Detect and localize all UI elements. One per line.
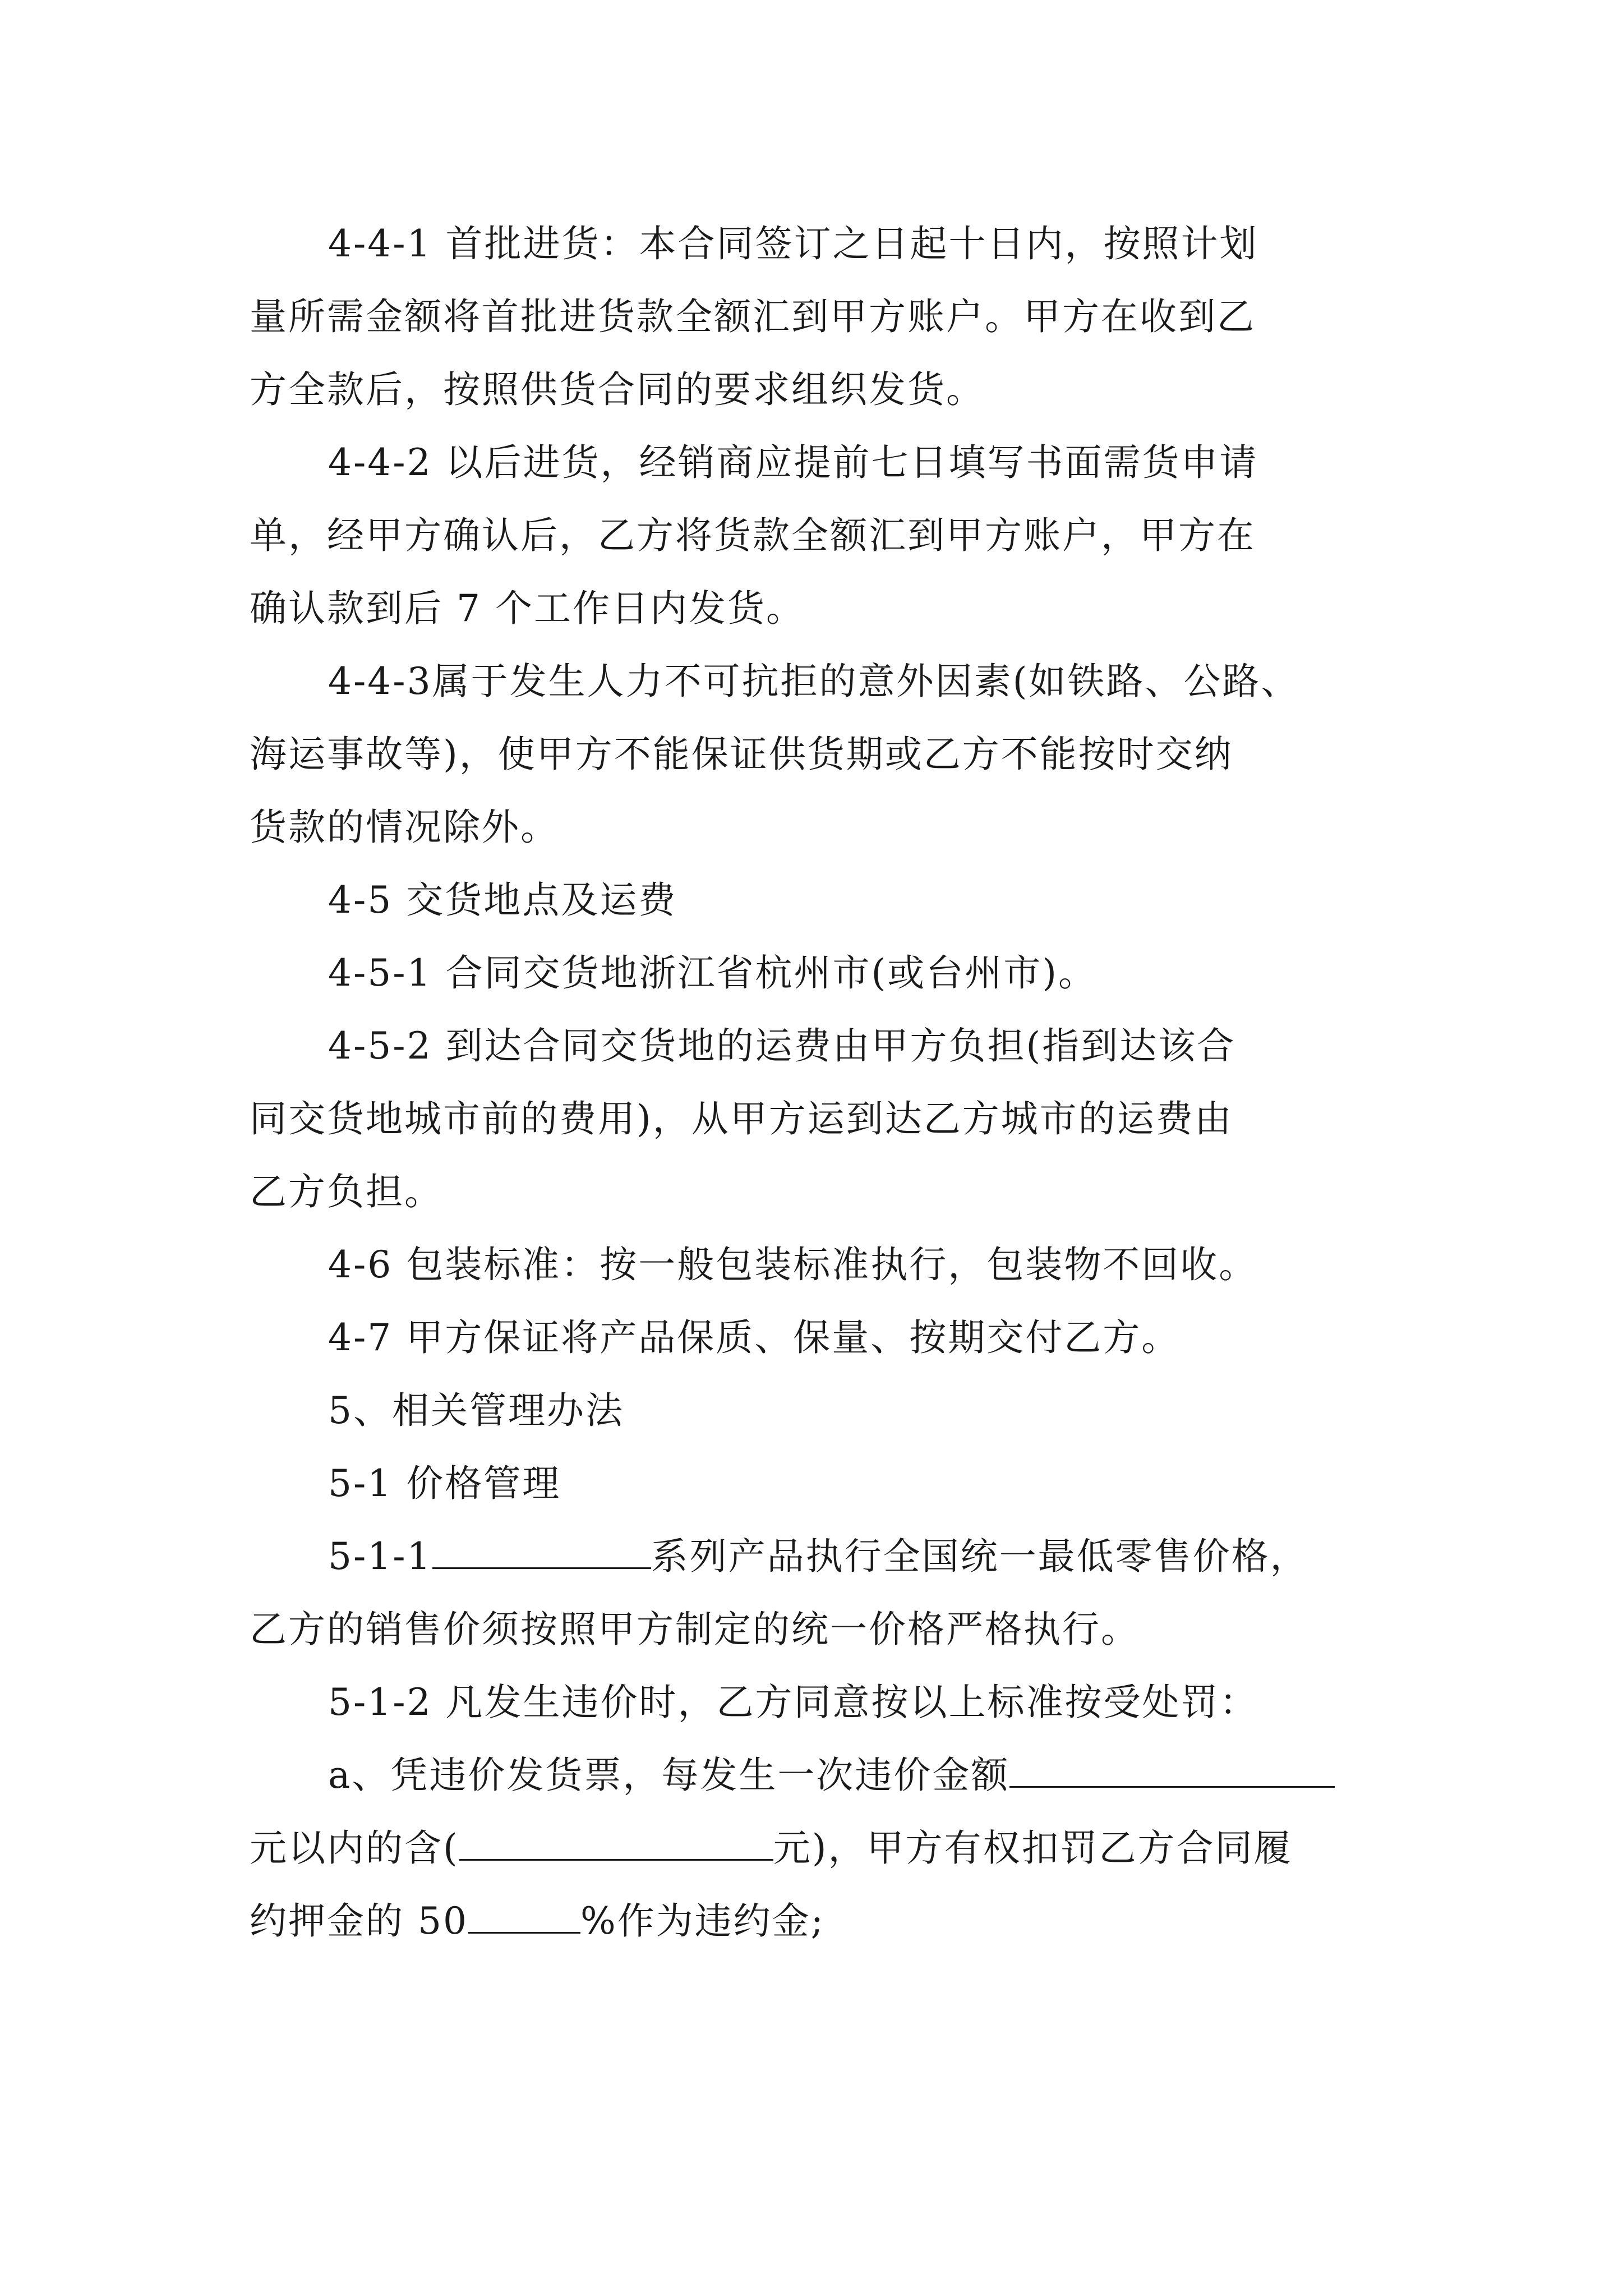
text-line-5-1-1	[328, 1529, 1309, 1585]
clause-text: 系列产品执行全国统一最低零售价格，	[651, 1535, 1309, 1578]
text-line: 量所需金额将首批进货款全额汇到甲方账户。甲方在收到乙	[250, 295, 1256, 338]
clause-text: a、凭违价发货票，每发生一次违价金额	[328, 1754, 1010, 1797]
text-line: 4-4-1 首批进货：本合同签订之日起十日内，按照计划	[328, 222, 1258, 265]
text-line: 确认款到后 7 个工作日内发货。	[250, 587, 805, 630]
section-heading: 5、相关管理办法	[328, 1389, 624, 1432]
text-line-c	[250, 1893, 825, 1949]
text-line: 4-5-2 到达合同交货地的运费由甲方负担(指到达该合	[328, 1024, 1236, 1068]
clause-text: %作为违约金;	[580, 1899, 825, 1943]
text-line: 单，经甲方确认后，乙方将货款全额汇到甲方账户，甲方在	[250, 514, 1256, 557]
blank-field	[432, 1535, 651, 1569]
blank-field	[1009, 1754, 1335, 1788]
text-line: 方全款后，按照供货合同的要求组织发货。	[250, 368, 985, 411]
text-line-a	[328, 1747, 1335, 1803]
text-line: 4-7 甲方保证将产品保质、保量、按期交付乙方。	[328, 1316, 1181, 1359]
text-line: 海运事故等)，使甲方不能保证供货期或乙方不能按时交纳	[250, 733, 1233, 776]
text-line: 4-4-2 以后进货，经销商应提前七日填写书面需货申请	[328, 441, 1258, 484]
text-line: 4-6 包装标准：按一般包装标准执行，包装物不回收。	[328, 1243, 1258, 1286]
text-line: 同交货地城市前的费用)，从甲方运到达乙方城市的运费由	[250, 1097, 1233, 1140]
text-line: 乙方负担。	[250, 1170, 443, 1213]
clause-text: 元)，甲方有权扣罚乙方合同履	[773, 1826, 1293, 1870]
text-line: 4-4-3属于发生人力不可抗拒的意外因素(如铁路、公路、	[328, 660, 1300, 703]
text-line: 乙方的销售价须按照甲方制定的统一价格严格执行。	[250, 1608, 1140, 1651]
section-heading: 5-1 价格管理	[328, 1462, 561, 1505]
clause-text: 元以内的含(	[250, 1826, 459, 1870]
text-line: 4-5-1 合同交货地浙江省杭州市(或台州市)。	[328, 951, 1098, 995]
clause-text: 约押金的 50	[250, 1899, 468, 1943]
section-heading: 4-5 交货地点及运费	[328, 878, 677, 922]
clause-number: 5-1-1	[328, 1535, 432, 1578]
text-line-b	[250, 1820, 1293, 1876]
blank-field	[459, 1826, 773, 1861]
blank-field	[468, 1899, 580, 1934]
text-line: 5-1-2 凡发生违价时，乙方同意按以上标准按受处罚：	[328, 1681, 1258, 1724]
text-line: 货款的情况除外。	[250, 806, 559, 849]
